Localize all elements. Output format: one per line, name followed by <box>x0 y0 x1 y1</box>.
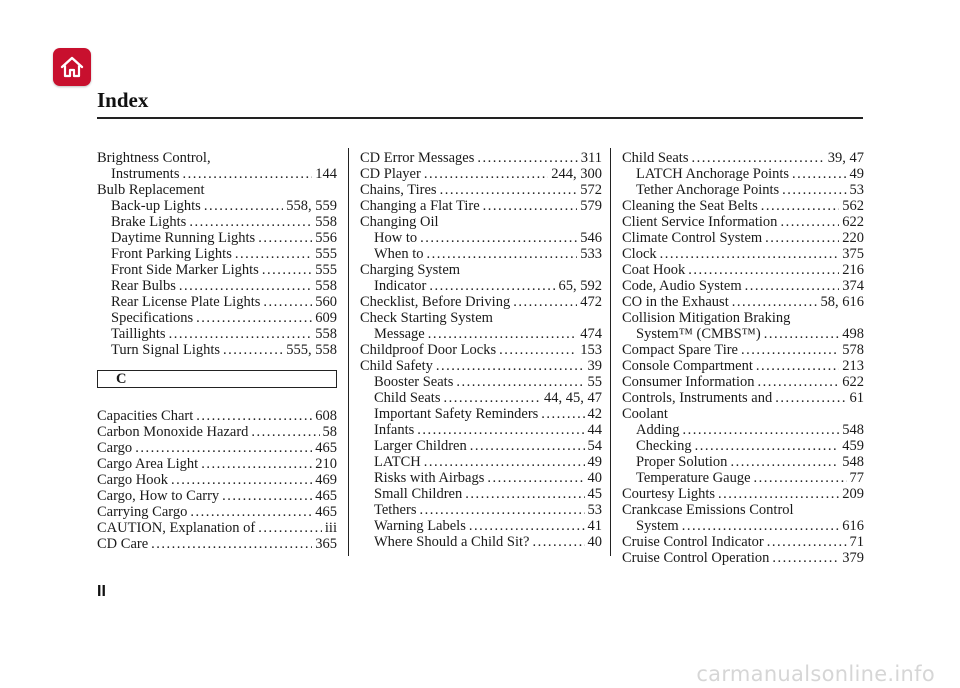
index-entry-label: Coat Hook <box>622 262 686 278</box>
index-entry-page[interactable]: 220 <box>842 230 864 246</box>
index-entry[interactable] <box>97 520 337 536</box>
index-entry-page[interactable]: 41 <box>587 518 602 534</box>
index-entry-label: Tethers <box>374 502 417 518</box>
dot-leader <box>772 550 839 566</box>
index-entry[interactable] <box>622 470 864 486</box>
dot-leader <box>419 502 584 518</box>
index-entry-page[interactable]: 311 <box>580 150 602 166</box>
index-entry-label: Capacities Chart <box>97 408 194 424</box>
index-entry-page[interactable]: 365 <box>315 536 337 552</box>
dot-leader <box>424 166 548 182</box>
dot-leader <box>436 358 585 374</box>
index-entry-label: Cruise Control Operation <box>622 550 770 566</box>
dot-leader <box>718 486 839 502</box>
index-entry[interactable] <box>622 262 864 278</box>
index-entry[interactable] <box>360 198 602 214</box>
index-entry-label: Cargo Area Light <box>97 456 199 472</box>
index-entry[interactable] <box>97 198 337 214</box>
index-column-1 <box>97 150 337 552</box>
dot-leader <box>196 310 312 326</box>
index-entry-label: Adding <box>636 422 680 438</box>
index-entry-label: Checklist, Before Driving <box>360 294 511 310</box>
index-entry-label: CAUTION, Explanation of <box>97 520 256 536</box>
index-entry[interactable] <box>622 182 864 198</box>
index-entry[interactable] <box>97 342 337 358</box>
index-entry-page[interactable]: 39, 47 <box>827 150 864 166</box>
dot-leader <box>758 374 840 390</box>
index-entry-page[interactable]: 555 <box>315 262 337 278</box>
index-entry-page[interactable]: 53 <box>587 502 602 518</box>
dot-leader <box>263 294 312 310</box>
index-entry-label: Compact Spare Tire <box>622 342 738 358</box>
index-entry[interactable] <box>360 518 602 534</box>
index-entry[interactable] <box>622 326 864 342</box>
index-entry-label: How to <box>374 230 418 246</box>
index-entry[interactable] <box>622 454 864 470</box>
index-entry-label: Small Children <box>374 486 463 502</box>
index-entry-label: Chains, Tires <box>360 182 437 198</box>
index-entry-label: Risks with Airbags <box>374 470 485 486</box>
index-entry-page[interactable]: 609 <box>315 310 337 326</box>
index-entry[interactable] <box>622 518 864 534</box>
index-group-b <box>97 150 337 358</box>
dot-leader <box>456 374 584 390</box>
index-entry[interactable] <box>622 422 864 438</box>
dot-leader <box>443 390 541 406</box>
index-entry <box>622 310 864 326</box>
index-entry-label: LATCH Anchorage Points <box>636 166 790 182</box>
index-entry-label: Infants <box>374 422 415 438</box>
index-entry-page[interactable]: 244, 300 <box>551 166 602 182</box>
index-entry <box>622 502 864 518</box>
index-entry-label: Changing a Flat Tire <box>360 198 480 214</box>
dot-leader <box>182 166 312 182</box>
index-entry-label: Code, Audio System <box>622 278 742 294</box>
dot-leader <box>171 472 312 488</box>
index-entry <box>622 406 864 422</box>
index-entry-label: Bulb Replacement <box>97 182 205 198</box>
dot-leader <box>532 534 584 550</box>
index-entry[interactable] <box>97 326 337 342</box>
index-entry[interactable] <box>360 470 602 486</box>
index-entry-label: Temperature Gauge <box>636 470 751 486</box>
index-entry-page[interactable]: 45 <box>587 486 602 502</box>
dot-leader <box>196 408 312 424</box>
index-entry-label: Larger Children <box>374 438 467 454</box>
index-entry-page[interactable]: 54 <box>587 438 602 454</box>
index-entry-page[interactable]: 498 <box>842 326 864 342</box>
index-entry[interactable] <box>360 278 602 294</box>
index-entry-label: Back-up Lights <box>111 198 201 214</box>
index-entry[interactable] <box>360 294 602 310</box>
index-entry-label: Childproof Door Locks <box>360 342 497 358</box>
dot-leader <box>135 440 312 456</box>
index-entry-label: Carbon Monoxide Hazard <box>97 424 249 440</box>
index-entry[interactable] <box>622 358 864 374</box>
index-entry-label: Daytime Running Lights <box>111 230 256 246</box>
index-entry-page[interactable]: 472 <box>580 294 602 310</box>
watermark: carmanualsonline.info <box>696 662 935 686</box>
index-entry-page[interactable]: 548 <box>842 454 864 470</box>
dot-leader <box>262 262 312 278</box>
index-entry[interactable] <box>97 456 337 472</box>
index-entry[interactable] <box>360 326 602 342</box>
index-entry[interactable] <box>360 406 602 422</box>
index-entry-label: CD Error Messages <box>360 150 475 166</box>
index-entry[interactable] <box>97 408 337 424</box>
dot-leader <box>513 294 577 310</box>
letter-heading-c <box>97 370 337 388</box>
index-entry-page[interactable]: 465 <box>315 440 337 456</box>
dot-leader <box>780 214 839 230</box>
index-entry-label: Consumer Information <box>622 374 755 390</box>
dot-leader <box>469 518 585 534</box>
index-entry-label: CD Player <box>360 166 421 182</box>
index-entry-page[interactable]: 465 <box>315 488 337 504</box>
index-group-c <box>97 408 337 552</box>
index-entry-label: Checking <box>636 438 692 454</box>
index-entry[interactable] <box>360 422 602 438</box>
dot-leader <box>756 358 839 374</box>
index-entry-page[interactable]: 55 <box>587 374 602 390</box>
index-entry[interactable] <box>360 374 602 390</box>
dot-leader <box>695 438 840 454</box>
index-entry-page[interactable]: 578 <box>842 342 864 358</box>
index-entry[interactable] <box>97 310 337 326</box>
dot-leader <box>775 390 846 406</box>
dot-leader <box>258 230 312 246</box>
index-entry-page[interactable]: 144 <box>315 166 337 182</box>
index-entry[interactable] <box>97 246 337 262</box>
index-entry-page[interactable]: 469 <box>315 472 337 488</box>
index-entry[interactable] <box>97 230 337 246</box>
index-entry-page[interactable]: 616 <box>842 518 864 534</box>
index-entry-page[interactable]: 558 <box>315 278 337 294</box>
index-entry[interactable] <box>622 166 864 182</box>
index-entry-label: Rear License Plate Lights <box>111 294 261 310</box>
index-entry <box>97 150 337 166</box>
index-entry-page[interactable]: 558, 559 <box>286 198 337 214</box>
index-entry[interactable] <box>360 166 602 182</box>
dot-leader <box>465 486 584 502</box>
index-entry-label: Charging System <box>360 262 461 278</box>
dot-leader <box>782 182 846 198</box>
index-entry-label: Collision Mitigation Braking <box>622 310 791 326</box>
index-entry-label: Cleaning the Seat Belts <box>622 198 758 214</box>
index-entry[interactable] <box>97 488 337 504</box>
dot-leader <box>541 406 584 422</box>
index-entry-page[interactable]: 459 <box>842 438 864 454</box>
index-entry-page[interactable]: 379 <box>842 550 864 566</box>
index-entry-page[interactable]: 579 <box>580 198 602 214</box>
index-entry[interactable] <box>360 358 602 374</box>
column-divider <box>348 148 349 556</box>
index-entry-page[interactable]: 39 <box>587 358 602 374</box>
dot-leader <box>258 520 322 536</box>
index-entry[interactable] <box>360 486 602 502</box>
index-entry[interactable] <box>622 150 864 166</box>
header-divider <box>97 117 863 119</box>
index-entry-label: Cargo, How to Carry <box>97 488 220 504</box>
index-entry-page[interactable]: 40 <box>587 534 602 550</box>
index-entry[interactable] <box>97 278 337 294</box>
index-entry-label: Tether Anchorage Points <box>636 182 780 198</box>
dot-leader <box>424 454 585 470</box>
index-entry-page[interactable]: 53 <box>849 182 864 198</box>
index-entry-page[interactable]: 44, 45, 47 <box>544 390 602 406</box>
index-entry-label: Brake Lights <box>111 214 187 230</box>
dot-leader <box>764 326 840 342</box>
index-entry-label: Where Should a Child Sit? <box>374 534 530 550</box>
dot-leader <box>487 470 584 486</box>
index-entry[interactable] <box>622 374 864 390</box>
index-entry-page[interactable]: 49 <box>849 166 864 182</box>
dot-leader <box>499 342 577 358</box>
dot-leader <box>767 534 847 550</box>
index-entry[interactable] <box>622 342 864 358</box>
index-entry[interactable] <box>360 454 602 470</box>
index-entry-label: Console Compartment <box>622 358 753 374</box>
index-entry-page[interactable]: 374 <box>842 278 864 294</box>
page-number: II <box>97 583 106 600</box>
dot-leader <box>190 504 312 520</box>
index-entry-label: Turn Signal Lights <box>111 342 221 358</box>
index-entry-page[interactable]: 44 <box>587 422 602 438</box>
page-title: Index <box>97 88 149 112</box>
dot-leader <box>741 342 839 358</box>
index-entry[interactable] <box>622 278 864 294</box>
index-group <box>622 150 864 566</box>
dot-leader <box>189 214 312 230</box>
index-entry-label: Instruments <box>111 166 180 182</box>
index-entry-page[interactable]: 61 <box>849 390 864 406</box>
index-entry <box>97 182 337 198</box>
index-entry-page[interactable]: 622 <box>842 214 864 230</box>
dot-leader <box>682 518 840 534</box>
index-entry-label: Booster Seats <box>374 374 454 390</box>
index-entry-page[interactable]: 42 <box>587 406 602 422</box>
dot-leader <box>427 246 578 262</box>
index-entry-label: Child Seats <box>374 390 441 406</box>
index-entry-page[interactable]: 209 <box>842 486 864 502</box>
dot-leader <box>732 294 818 310</box>
index-entry[interactable] <box>622 214 864 230</box>
index-entry-page[interactable]: 58 <box>322 424 337 440</box>
dot-leader <box>730 454 839 470</box>
index-entry[interactable] <box>97 536 337 552</box>
index-entry-label: CO in the Exhaust <box>622 294 729 310</box>
index-entry-page[interactable]: 546 <box>580 230 602 246</box>
index-group <box>360 150 602 550</box>
dot-leader <box>201 456 312 472</box>
dot-leader <box>745 278 840 294</box>
letter-heading-label: C <box>116 371 127 387</box>
home-icon <box>59 55 85 79</box>
index-entry-page[interactable]: 153 <box>580 342 602 358</box>
index-entry-page[interactable]: 58, 616 <box>820 294 864 310</box>
index-entry-label: Warning Labels <box>374 518 466 534</box>
index-entry-label: Brightness Control, <box>97 150 211 166</box>
index-entry-page[interactable]: 558 <box>315 214 337 230</box>
index-entry[interactable] <box>622 390 864 406</box>
index-entry-page[interactable]: 474 <box>580 326 602 342</box>
index-entry-label: Front Parking Lights <box>111 246 232 262</box>
index-entry <box>360 214 602 230</box>
index-entry <box>360 310 602 326</box>
index-entry-page[interactable]: 71 <box>849 534 864 550</box>
index-entry[interactable] <box>360 182 602 198</box>
index-entry[interactable] <box>622 550 864 566</box>
dot-leader <box>169 326 313 342</box>
index-entry-page[interactable]: 533 <box>580 246 602 262</box>
index-entry[interactable] <box>97 504 337 520</box>
index-entry-label: System™ (CMBS™) <box>636 326 761 342</box>
dot-leader <box>761 198 840 214</box>
dot-leader <box>251 424 319 440</box>
index-entry[interactable] <box>360 230 602 246</box>
index-entry-label: Check Starting System <box>360 310 493 326</box>
index-entry-page[interactable]: 622 <box>842 374 864 390</box>
dot-leader <box>223 342 283 358</box>
index-entry-label: Important Safety Reminders <box>374 406 539 422</box>
index-entry-page[interactable]: 608 <box>315 408 337 424</box>
index-entry-label: Clock <box>622 246 657 262</box>
column-divider <box>610 148 611 556</box>
index-entry[interactable] <box>622 438 864 454</box>
index-entry-label: Specifications <box>111 310 194 326</box>
dot-leader <box>235 246 312 262</box>
index-column-3 <box>622 150 864 566</box>
index-entry-label: Coolant <box>622 406 668 422</box>
dot-leader <box>440 182 578 198</box>
index-entry-label: CD Care <box>97 536 149 552</box>
index-entry-label: Changing Oil <box>360 214 439 230</box>
dot-leader <box>765 230 839 246</box>
index-entry-label: System <box>636 518 679 534</box>
index-entry[interactable] <box>360 438 602 454</box>
index-entry[interactable] <box>622 534 864 550</box>
index-entry-label: LATCH <box>374 454 421 470</box>
index-entry-label: Controls, Instruments and <box>622 390 773 406</box>
dot-leader <box>179 278 312 294</box>
index-entry-page[interactable]: 562 <box>842 198 864 214</box>
index-entry[interactable] <box>622 486 864 502</box>
index-entry-page[interactable]: 216 <box>842 262 864 278</box>
index-entry-page[interactable]: 555, 558 <box>286 342 337 358</box>
index-entry-label: Courtesy Lights <box>622 486 716 502</box>
index-entry-page[interactable]: 40 <box>587 470 602 486</box>
index-entry[interactable] <box>97 166 337 182</box>
dot-leader <box>222 488 312 504</box>
index-column-2 <box>360 150 602 550</box>
index-entry-page[interactable]: 556 <box>315 230 337 246</box>
index-entry-label: Climate Control System <box>622 230 763 246</box>
index-entry-label: Message <box>374 326 425 342</box>
index-entry-page[interactable]: 49 <box>587 454 602 470</box>
index-entry[interactable] <box>97 262 337 278</box>
index-entry[interactable] <box>360 342 602 358</box>
index-entry-page[interactable]: iii <box>324 520 337 536</box>
index-entry-page[interactable]: 77 <box>849 470 864 486</box>
index-entry-label: Taillights <box>111 326 166 342</box>
index-entry[interactable] <box>360 246 602 262</box>
index-entry[interactable] <box>97 440 337 456</box>
index-entry-page[interactable]: 213 <box>842 358 864 374</box>
index-entry-label: Rear Bulbs <box>111 278 176 294</box>
index-entry[interactable] <box>97 472 337 488</box>
index-entry[interactable] <box>622 198 864 214</box>
index-entry-label: Cargo <box>97 440 133 456</box>
index-entry-label: Indicator <box>374 278 427 294</box>
index-entry-page[interactable]: 572 <box>580 182 602 198</box>
dot-leader <box>691 150 824 166</box>
index-entry[interactable] <box>360 390 602 406</box>
index-entry-page[interactable]: 548 <box>842 422 864 438</box>
dot-leader <box>470 438 585 454</box>
dot-leader <box>204 198 283 214</box>
dot-leader <box>688 262 839 278</box>
index-entry[interactable] <box>97 424 337 440</box>
home-button[interactable] <box>53 48 91 86</box>
index-entry-label: Front Side Marker Lights <box>111 262 259 278</box>
index-entry-label: Child Safety <box>360 358 433 374</box>
index-entry-page[interactable]: 375 <box>842 246 864 262</box>
dot-leader <box>151 536 312 552</box>
index-entry[interactable] <box>360 534 602 550</box>
dot-leader <box>417 422 584 438</box>
index-entry[interactable] <box>360 150 602 166</box>
index-entry-label: Client Service Information <box>622 214 778 230</box>
index-entry-label: Proper Solution <box>636 454 728 470</box>
dot-leader <box>683 422 840 438</box>
index-entry-page[interactable]: 210 <box>315 456 337 472</box>
index-entry-label: Child Seats <box>622 150 689 166</box>
index-entry-label: Cruise Control Indicator <box>622 534 764 550</box>
dot-leader <box>660 246 840 262</box>
index-entry[interactable] <box>360 502 602 518</box>
index-entry-page[interactable]: 555 <box>315 246 337 262</box>
index-entry <box>360 262 602 278</box>
index-entry-page[interactable]: 65, 592 <box>558 278 602 294</box>
dot-leader <box>420 230 577 246</box>
index-entry[interactable] <box>97 294 337 310</box>
index-entry-page[interactable]: 558 <box>315 326 337 342</box>
index-entry-page[interactable]: 465 <box>315 504 337 520</box>
index-entry[interactable] <box>97 214 337 230</box>
dot-leader <box>483 198 578 214</box>
index-entry[interactable] <box>622 230 864 246</box>
index-entry-label: When to <box>374 246 424 262</box>
index-entry-label: Cargo Hook <box>97 472 169 488</box>
dot-leader <box>754 470 847 486</box>
dot-leader <box>429 278 555 294</box>
index-entry[interactable] <box>622 294 864 310</box>
dot-leader <box>477 150 577 166</box>
dot-leader <box>792 166 846 182</box>
index-entry-page[interactable]: 560 <box>315 294 337 310</box>
index-entry-label: Carrying Cargo <box>97 504 188 520</box>
index-entry[interactable] <box>622 246 864 262</box>
dot-leader <box>428 326 578 342</box>
index-entry-label: Crankcase Emissions Control <box>622 502 794 518</box>
